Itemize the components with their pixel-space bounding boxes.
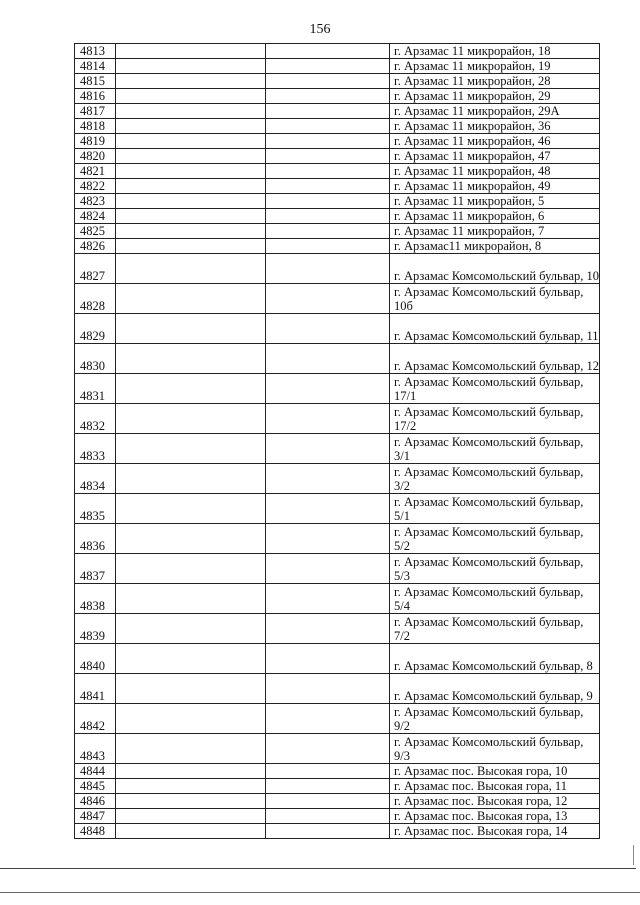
address-cell: г. Арзамас11 микрорайон, 8 xyxy=(390,239,600,254)
row-number: 4841 xyxy=(75,674,116,704)
row-number: 4843 xyxy=(75,734,116,764)
table-row xyxy=(75,179,600,194)
blank-cell xyxy=(116,704,266,734)
table-row xyxy=(75,779,600,794)
address-cell: г. Арзамас 11 микрорайон, 46 xyxy=(390,134,600,149)
address-cell: г. Арзамас пос. Высокая гора, 12 xyxy=(390,794,600,809)
row-number: 4845 xyxy=(75,779,116,794)
blank-cell xyxy=(266,614,390,644)
blank-cell xyxy=(116,614,266,644)
blank-cell xyxy=(116,584,266,614)
blank-cell xyxy=(266,284,390,314)
row-number: 4828 xyxy=(75,284,116,314)
blank-cell xyxy=(116,284,266,314)
row-number: 4814 xyxy=(75,59,116,74)
row-number: 4846 xyxy=(75,794,116,809)
row-number: 4835 xyxy=(75,494,116,524)
address-cell: г. Арзамас Комсомольский бульвар, 3/2 xyxy=(390,464,600,494)
table-row xyxy=(75,134,600,149)
blank-cell xyxy=(266,374,390,404)
blank-cell xyxy=(266,164,390,179)
row-number: 4813 xyxy=(75,44,116,59)
row-number: 4815 xyxy=(75,74,116,89)
address-cell: г. Арзамас 11 микрорайон, 19 xyxy=(390,59,600,74)
table-row xyxy=(75,74,600,89)
row-number: 4830 xyxy=(75,344,116,374)
row-number: 4832 xyxy=(75,404,116,434)
address-cell: г. Арзамас 11 микрорайон, 36 xyxy=(390,119,600,134)
blank-cell xyxy=(116,674,266,704)
blank-cell xyxy=(116,194,266,209)
table-row xyxy=(75,284,600,314)
table-row xyxy=(75,404,600,434)
scan-edge-line xyxy=(0,892,640,893)
blank-cell xyxy=(116,554,266,584)
address-cell: г. Арзамас 11 микрорайон, 5 xyxy=(390,194,600,209)
address-cell: г. Арзамас Комсомольский бульвар, 17/2 xyxy=(390,404,600,434)
table-row xyxy=(75,374,600,404)
row-number: 4819 xyxy=(75,134,116,149)
address-cell: г. Арзамас 11 микрорайон, 47 xyxy=(390,149,600,164)
blank-cell xyxy=(116,764,266,779)
blank-cell xyxy=(116,314,266,344)
blank-cell xyxy=(116,809,266,824)
blank-cell xyxy=(266,224,390,239)
table-row xyxy=(75,464,600,494)
address-cell: г. Арзамас Комсомольский бульвар, 8 xyxy=(390,644,600,674)
blank-cell xyxy=(266,314,390,344)
address-cell: г. Арзамас Комсомольский бульвар, 5/1 xyxy=(390,494,600,524)
blank-cell xyxy=(116,344,266,374)
table-row xyxy=(75,209,600,224)
blank-cell xyxy=(116,779,266,794)
row-number: 4836 xyxy=(75,524,116,554)
blank-cell xyxy=(266,134,390,149)
blank-cell xyxy=(116,89,266,104)
row-number: 4817 xyxy=(75,104,116,119)
blank-cell xyxy=(116,134,266,149)
blank-cell xyxy=(266,344,390,374)
address-cell: г. Арзамас пос. Высокая гора, 14 xyxy=(390,824,600,839)
address-cell: г. Арзамас 11 микрорайон, 29А xyxy=(390,104,600,119)
address-cell: г. Арзамас Комсомольский бульвар, 5/3 xyxy=(390,554,600,584)
blank-cell xyxy=(116,524,266,554)
blank-cell xyxy=(266,179,390,194)
blank-cell xyxy=(266,239,390,254)
blank-cell xyxy=(266,119,390,134)
blank-cell xyxy=(116,149,266,164)
table-row xyxy=(75,794,600,809)
row-number: 4848 xyxy=(75,824,116,839)
row-number: 4844 xyxy=(75,764,116,779)
table-row xyxy=(75,734,600,764)
address-cell: г. Арзамас Комсомольский бульвар, 10б xyxy=(390,284,600,314)
blank-cell xyxy=(266,494,390,524)
blank-cell xyxy=(116,644,266,674)
blank-cell xyxy=(266,104,390,119)
table-row xyxy=(75,44,600,59)
row-number: 4833 xyxy=(75,434,116,464)
blank-cell xyxy=(266,824,390,839)
address-register-table xyxy=(74,43,600,839)
table-body xyxy=(75,44,600,839)
row-number: 4820 xyxy=(75,149,116,164)
table-row xyxy=(75,584,600,614)
blank-cell xyxy=(266,554,390,584)
address-cell: г. Арзамас Комсомольский бульвар, 12 xyxy=(390,344,600,374)
address-cell: г. Арзамас пос. Высокая гора, 13 xyxy=(390,809,600,824)
address-cell: г. Арзамас Комсомольский бульвар, 3/1 xyxy=(390,434,600,464)
table-row xyxy=(75,614,600,644)
table-row xyxy=(75,89,600,104)
row-number: 4825 xyxy=(75,224,116,239)
blank-cell xyxy=(266,209,390,224)
row-number: 4824 xyxy=(75,209,116,224)
blank-cell xyxy=(116,374,266,404)
blank-cell xyxy=(266,149,390,164)
address-cell: г. Арзамас пос. Высокая гора, 10 xyxy=(390,764,600,779)
row-number: 4826 xyxy=(75,239,116,254)
row-number: 4818 xyxy=(75,119,116,134)
table-row xyxy=(75,494,600,524)
blank-cell xyxy=(266,704,390,734)
table-row xyxy=(75,254,600,284)
blank-cell xyxy=(266,779,390,794)
blank-cell xyxy=(116,104,266,119)
blank-cell xyxy=(266,74,390,89)
row-number: 4840 xyxy=(75,644,116,674)
blank-cell xyxy=(266,254,390,284)
row-number: 4829 xyxy=(75,314,116,344)
scan-speck xyxy=(633,845,634,865)
blank-cell xyxy=(116,734,266,764)
blank-cell xyxy=(266,89,390,104)
table-row xyxy=(75,194,600,209)
blank-cell xyxy=(116,254,266,284)
blank-cell xyxy=(116,239,266,254)
address-cell: г. Арзамас Комсомольский бульвар, 17/1 xyxy=(390,374,600,404)
address-cell: г. Арзамас Комсомольский бульвар, 10 xyxy=(390,254,600,284)
blank-cell xyxy=(266,44,390,59)
table-row xyxy=(75,149,600,164)
table-row xyxy=(75,119,600,134)
blank-cell xyxy=(266,404,390,434)
blank-cell xyxy=(266,464,390,494)
row-number: 4823 xyxy=(75,194,116,209)
address-cell: г. Арзамас Комсомольский бульвар, 9 xyxy=(390,674,600,704)
table-row xyxy=(75,224,600,239)
table-row xyxy=(75,644,600,674)
blank-cell xyxy=(116,434,266,464)
address-cell: г. Арзамас Комсомольский бульвар, 9/3 xyxy=(390,734,600,764)
blank-cell xyxy=(116,404,266,434)
address-cell: г. Арзамас Комсомольский бульвар, 5/4 xyxy=(390,584,600,614)
address-cell: г. Арзамас 11 микрорайон, 29 xyxy=(390,89,600,104)
row-number: 4816 xyxy=(75,89,116,104)
blank-cell xyxy=(116,179,266,194)
blank-cell xyxy=(116,119,266,134)
address-cell: г. Арзамас Комсомольский бульвар, 9/2 xyxy=(390,704,600,734)
address-cell: г. Арзамас Комсомольский бульвар, 11 xyxy=(390,314,600,344)
table-row xyxy=(75,674,600,704)
address-cell: г. Арзамас 11 микрорайон, 49 xyxy=(390,179,600,194)
address-cell: г. Арзамас 11 микрорайон, 48 xyxy=(390,164,600,179)
row-number: 4827 xyxy=(75,254,116,284)
blank-cell xyxy=(116,59,266,74)
blank-cell xyxy=(266,59,390,74)
blank-cell xyxy=(116,74,266,89)
blank-cell xyxy=(116,824,266,839)
address-cell: г. Арзамас Комсомольский бульвар, 7/2 xyxy=(390,614,600,644)
table-row xyxy=(75,524,600,554)
row-number: 4847 xyxy=(75,809,116,824)
blank-cell xyxy=(266,794,390,809)
row-number: 4842 xyxy=(75,704,116,734)
blank-cell xyxy=(266,734,390,764)
table-row xyxy=(75,434,600,464)
blank-cell xyxy=(266,809,390,824)
page-number: 156 xyxy=(309,22,331,37)
blank-cell xyxy=(266,584,390,614)
row-number: 4821 xyxy=(75,164,116,179)
table-row xyxy=(75,104,600,119)
address-cell: г. Арзамас 11 микрорайон, 7 xyxy=(390,224,600,239)
blank-cell xyxy=(266,524,390,554)
row-number: 4822 xyxy=(75,179,116,194)
row-number: 4834 xyxy=(75,464,116,494)
table-row xyxy=(75,554,600,584)
blank-cell xyxy=(116,44,266,59)
address-cell: г. Арзамас пос. Высокая гора, 11 xyxy=(390,779,600,794)
row-number: 4837 xyxy=(75,554,116,584)
table-row xyxy=(75,824,600,839)
blank-cell xyxy=(116,224,266,239)
table-row xyxy=(75,704,600,734)
blank-cell xyxy=(266,194,390,209)
table-row xyxy=(75,164,600,179)
table-row xyxy=(75,764,600,779)
blank-cell xyxy=(116,209,266,224)
row-number: 4831 xyxy=(75,374,116,404)
blank-cell xyxy=(116,164,266,179)
table-row xyxy=(75,239,600,254)
address-cell: г. Арзамас Комсомольский бульвар, 5/2 xyxy=(390,524,600,554)
blank-cell xyxy=(116,794,266,809)
table-row xyxy=(75,314,600,344)
address-cell: г. Арзамас 11 микрорайон, 6 xyxy=(390,209,600,224)
row-number: 4839 xyxy=(75,614,116,644)
address-cell: г. Арзамас 11 микрорайон, 18 xyxy=(390,44,600,59)
row-number: 4838 xyxy=(75,584,116,614)
table-row xyxy=(75,344,600,374)
blank-cell xyxy=(266,434,390,464)
table-row xyxy=(75,809,600,824)
blank-cell xyxy=(266,764,390,779)
scan-edge-line xyxy=(0,868,636,869)
blank-cell xyxy=(266,674,390,704)
blank-cell xyxy=(116,494,266,524)
blank-cell xyxy=(266,644,390,674)
address-cell: г. Арзамас 11 микрорайон, 28 xyxy=(390,74,600,89)
blank-cell xyxy=(116,464,266,494)
table-row xyxy=(75,59,600,74)
